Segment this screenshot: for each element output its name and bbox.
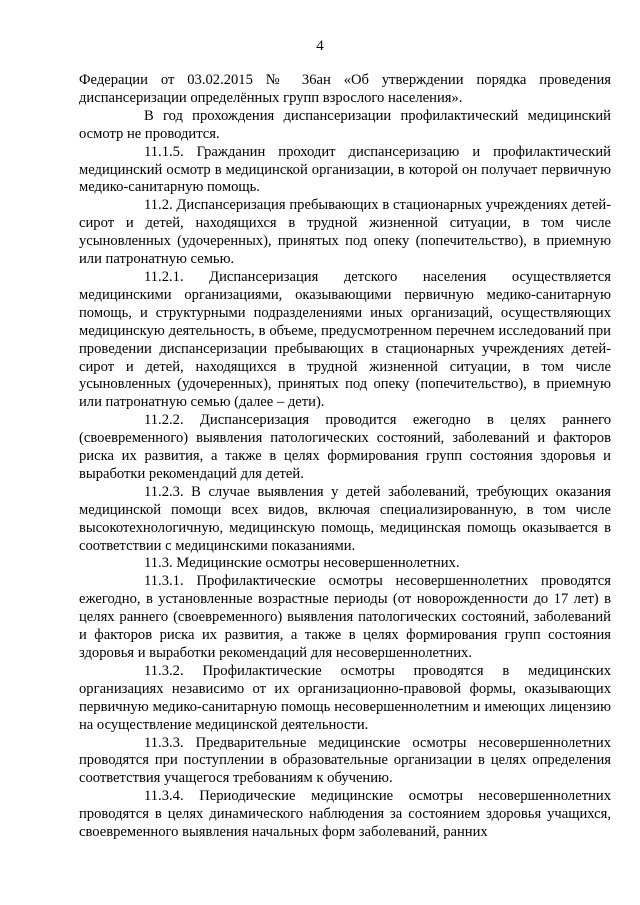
paragraph-11-2: 11.2. Диспансеризация пребывающих в стационарных учреждениях детей-сирот и детей, находящихся в трудной жизненной ситуации, в том числе усыновленных (удочеренных), принятых под опеку (попечительство), в приемную или патронатную семью. <box>79 197 611 268</box>
paragraph: В год прохождения диспансеризации профилактический медицинский осмотр не проводится. <box>79 107 611 142</box>
paragraph-11-3-4: 11.3.4. Периодические медицинские осмотры несовершеннолетних проводятся в целях динамического наблюдения за состоянием здоровья учащихся, своевременного выявления начальных форм заболеваний, ранних <box>79 788 611 841</box>
paragraph-11-2-1: 11.2.1. Диспансеризация детского населения осуществляется медицинскими организациями, оказывающими первичную медико-санитарную помощь, и структурными подразделениями иных организаций, осуществляющих медицинскую деятельность, в объеме, предусмотренном перечнем исследований при проведении диспансеризации пребывающих в стационарных учреждениях детей-сирот и детей, находящихся в трудной жизненной ситуации, в том числе усыновленных (удочеренных), принятых под опеку (попечительство), в приемную или патронатную семью (далее – дети). <box>79 268 611 411</box>
paragraph-11-3: 11.3. Медицинские осмотры несовершеннолетних. <box>144 555 460 572</box>
page-number: 4 <box>316 38 324 54</box>
paragraph-11-3-1: 11.3.1. Профилактические осмотры несовершеннолетних проводятся ежегодно, в установленные возрастные периоды (от новорожденности до 17 лет) в целях раннего (своевременного) выявления патологических состояний, заболеваний и факторов риска их развития, а также в целях формирования групп состояния здоровья и выработки рекомендаций для несовершеннолетних. <box>79 573 611 661</box>
paragraph-11-2-2: 11.2.2. Диспансеризация проводится ежегодно в целях раннего (своевременного) выявления патологических состояний, заболеваний и факторов риска их развития, а также в целях формирования групп состояния здоровья и выработки рекомендаций для детей. <box>79 412 611 482</box>
paragraph-11-3-2: 11.3.2. Профилактические осмотры проводятся в медицинских организациях независимо от их организационно-правовой формы, оказывающих первичную медико-санитарную помощь несовершеннолетним и имеющих лицензию на осуществление медицинской деятельности. <box>79 662 611 733</box>
paragraph-11-1-5: 11.1.5. Гражданин проходит диспансеризацию и профилактический медицинский осмотр в медицинской организации, в которой он получает первичную медико-санитарную помощь. <box>79 143 611 196</box>
paragraph-continuation: Федерации от 03.02.2015 № 36ан «Об утверждении порядка проведения диспансеризации определённых групп взрослого населения». <box>79 72 611 106</box>
document-body <box>79 72 611 842</box>
paragraph-11-2-3: 11.2.3. В случае выявления у детей заболеваний, требующих оказания медицинской помощи всех видов, включая специализированную, в том числе высокотехнологичную, медицинскую помощь, медицинская помощь оказывается в соответствии с медицинскими показаниями. <box>79 483 611 554</box>
paragraph-11-3-3: 11.3.3. Предварительные медицинские осмотры несовершеннолетних проводятся при поступлении в образовательные организации в целях определения соответствия учащегося требованиям к обучению. <box>79 734 611 787</box>
